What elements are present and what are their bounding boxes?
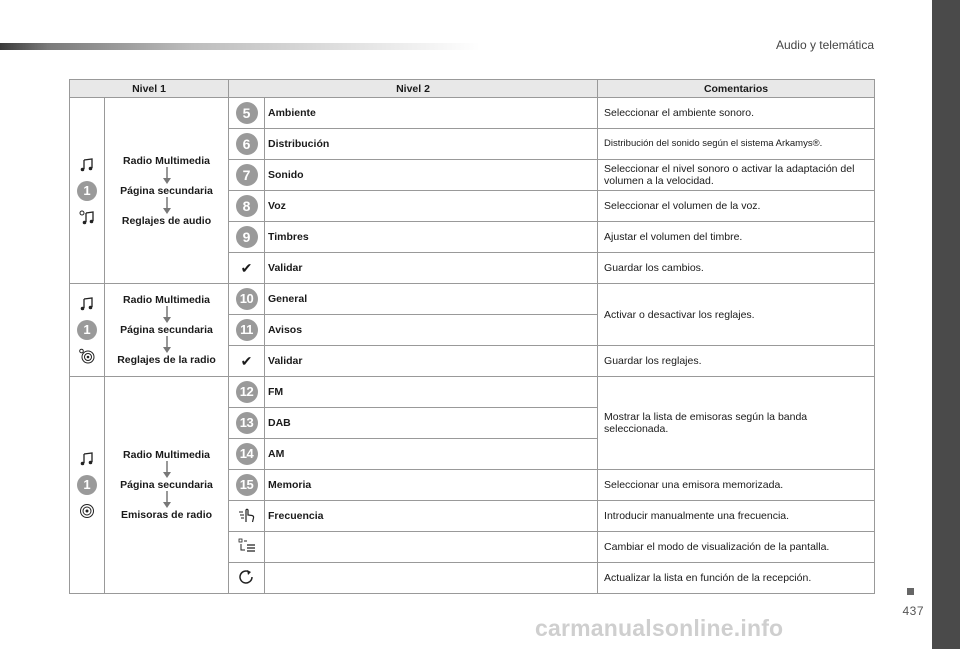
watermark: carmanualsonline.info	[535, 615, 784, 641]
path-step: Radio Multimedia	[123, 449, 210, 461]
comment: Guardar los cambios.	[598, 253, 875, 284]
step-badge: 1	[77, 320, 97, 340]
number-badge: 14	[236, 443, 258, 465]
level2-label: DAB	[265, 408, 598, 439]
section-title: Audio y telemática	[775, 38, 874, 52]
header-comments: Comentarios	[598, 80, 875, 98]
comment: Guardar los reglajes.	[598, 346, 875, 377]
comment: Seleccionar el nivel sonoro o activar la adaptación del volumen a la velocidad.	[598, 160, 875, 191]
table-row	[70, 98, 875, 129]
number-badge: 15	[236, 474, 258, 496]
level2-label	[265, 563, 598, 594]
number-badge: 11	[236, 319, 258, 341]
level2-label: Avisos	[265, 315, 598, 346]
number-badge: 6	[236, 133, 258, 155]
checkmark-icon: ✔	[240, 259, 253, 276]
step-badge: 1	[77, 181, 97, 201]
level2-label: Validar	[265, 346, 598, 377]
header-level2: Nivel 2	[229, 80, 598, 98]
level2-label: Frecuencia	[265, 501, 598, 532]
level2-label: Sonido	[265, 160, 598, 191]
music-note-icon	[79, 451, 95, 467]
step-badge: 1	[77, 475, 97, 495]
path-step: Página secundaria	[120, 479, 213, 491]
page-number: 437	[902, 604, 924, 618]
comment: Seleccionar el volumen de la voz.	[598, 191, 875, 222]
level2-label: Validar	[265, 253, 598, 284]
level1-path	[105, 98, 229, 284]
comment: Introducir manualmente una frecuencia.	[598, 501, 875, 532]
number-badge: 13	[236, 412, 258, 434]
number-badge: 7	[236, 164, 258, 186]
level2-label: Memoria	[265, 470, 598, 501]
level2-label: FM	[265, 377, 598, 408]
level1-icons	[70, 284, 105, 377]
level2-label: Timbres	[265, 222, 598, 253]
path-step: Radio Multimedia	[123, 154, 210, 167]
level2-label: General	[265, 284, 598, 315]
table-row	[70, 284, 875, 315]
hand-pointer-icon	[237, 506, 257, 524]
comment: Distribución del sonido según el sistema Arkamys®.	[598, 129, 875, 160]
level1-icons	[70, 98, 105, 284]
table-row	[70, 377, 875, 408]
number-badge: 5	[236, 102, 258, 124]
comment: Seleccionar el ambiente sonoro.	[598, 98, 875, 129]
arrow-down-icon	[162, 336, 172, 354]
refresh-icon	[237, 568, 257, 586]
arrow-down-icon	[162, 461, 172, 479]
arrow-down-icon	[162, 491, 172, 509]
number-badge: 12	[236, 381, 258, 403]
comment: Ajustar el volumen del timbre.	[598, 222, 875, 253]
path-step: Reglajes de la radio	[117, 354, 216, 366]
number-badge: 8	[236, 195, 258, 217]
path-step: Página secundaria	[120, 184, 213, 197]
comment: Actualizar la lista en función de la recepción.	[598, 563, 875, 594]
radio-icon	[79, 503, 95, 519]
arrow-down-icon	[162, 167, 172, 185]
comment: Cambiar el modo de visualización de la pantalla.	[598, 532, 875, 563]
music-note-icon	[79, 157, 95, 173]
level2-label	[265, 532, 598, 563]
header-level1: Nivel 1	[70, 80, 229, 98]
level2-label: Ambiente	[265, 98, 598, 129]
header-gradient-bar	[0, 43, 480, 50]
level1-path	[105, 284, 229, 377]
arrow-down-icon	[162, 306, 172, 324]
comment: Activar o desactivar los reglajes.	[598, 284, 875, 346]
level2-label: AM	[265, 439, 598, 470]
path-step: Reglajes de audio	[121, 214, 212, 227]
path-step: Emisoras de radio	[120, 509, 213, 521]
number-badge: 9	[236, 226, 258, 248]
checkmark-icon: ✔	[240, 352, 253, 369]
path-step: Radio Multimedia	[123, 294, 210, 306]
arrow-down-icon	[162, 197, 172, 215]
page-corner-mark	[907, 588, 914, 595]
level2-label: Voz	[265, 191, 598, 222]
audio-settings-icon	[79, 209, 95, 225]
side-tab	[932, 0, 960, 649]
settings-table	[69, 79, 875, 594]
level1-icons	[70, 377, 105, 594]
level1-path	[105, 377, 229, 594]
level2-label: Distribución	[265, 129, 598, 160]
comment: Seleccionar una emisora memorizada.	[598, 470, 875, 501]
radio-settings-icon	[79, 348, 95, 364]
comment: Mostrar la lista de emisoras según la banda seleccionada.	[598, 377, 875, 470]
path-step: Página secundaria	[120, 324, 213, 336]
number-badge: 10	[236, 288, 258, 310]
music-note-icon	[79, 296, 95, 312]
display-mode-icon	[237, 537, 257, 555]
